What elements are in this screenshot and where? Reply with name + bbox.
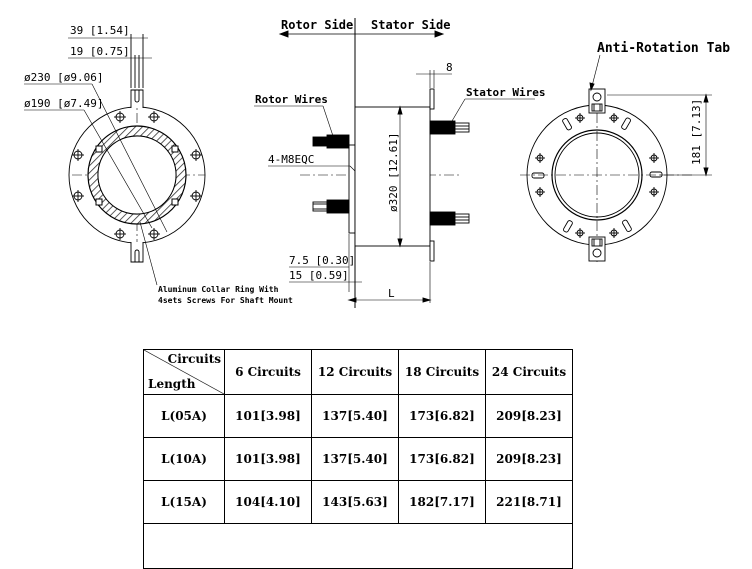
corner-label-length: Length — [148, 377, 196, 391]
dim-outer-diameter: ø230 [ø9.06] — [24, 71, 104, 84]
table-cell: 104[4.10] — [225, 481, 312, 524]
table-cell: 173[6.82] — [399, 395, 486, 438]
dim-length: L — [388, 287, 395, 300]
dim-flange-thickness: 7.5 [0.30] — [289, 254, 356, 267]
table-cell: 137[5.40] — [312, 438, 399, 481]
table-header-row — [144, 350, 573, 395]
table-corner-cell — [144, 350, 225, 395]
table-row — [144, 481, 573, 524]
row-label: L(05A) — [144, 395, 225, 438]
column-header: 6 Circuits — [225, 350, 312, 395]
table-cell: 101[3.98] — [225, 395, 312, 438]
dim-flange-offset: 15 [0.59] — [289, 269, 349, 282]
collar-note-line-1: Aluminum Collar Ring With — [158, 285, 279, 294]
table-cell: 143[5.63] — [312, 481, 399, 524]
bottom-tab — [131, 242, 143, 262]
rotor-flange — [349, 145, 355, 233]
anti-rotation-tab-top — [589, 89, 605, 113]
table-row — [144, 395, 573, 438]
empty-cell — [144, 524, 573, 569]
dim-inner-width: 19 [0.75] — [70, 45, 130, 58]
row-label: L(10A) — [144, 438, 225, 481]
row-label: L(15A) — [144, 481, 225, 524]
table-empty-row — [144, 524, 573, 569]
rotor-wires-label: Rotor Wires — [255, 93, 328, 106]
dim-pitch-diameter: ø190 [ø7.49] — [24, 97, 104, 110]
stator-wires-label: Stator Wires — [466, 86, 546, 99]
stator-wires — [430, 121, 469, 225]
rotor-side-label: Rotor Side — [281, 18, 354, 32]
right-end-view — [520, 55, 712, 262]
top-tab — [131, 90, 143, 108]
table-cell: 182[7.17] — [399, 481, 486, 524]
table-cell: 221[8.71] — [486, 481, 573, 524]
dim-tab-thickness: 8 — [446, 61, 453, 74]
table-cell: 173[6.82] — [399, 438, 486, 481]
circuit-length-table — [143, 349, 573, 569]
anti-rotation-tab-label: Anti-Rotation Tab — [597, 41, 731, 56]
dim-tab-height: 181 [7.13] — [690, 98, 703, 165]
screw-spec-label: 4-M8EQC — [268, 153, 315, 166]
column-header: 24 Circuits — [486, 350, 573, 395]
rotor-wires — [313, 135, 349, 213]
collar-note-line-2: 4sets Screws For Shaft Mount — [158, 296, 293, 305]
dim-outer-width: 39 [1.54] — [70, 24, 130, 37]
corner-label-circuits: Circuits — [167, 352, 221, 366]
table-cell: 101[3.98] — [225, 438, 312, 481]
table-row — [144, 438, 573, 481]
table-cell: 209[8.23] — [486, 438, 573, 481]
dim-body-diameter: ø320 [12.61] — [387, 132, 400, 212]
anti-rotation-tab-bottom — [589, 237, 605, 261]
table-cell: 137[5.40] — [312, 395, 399, 438]
column-header: 12 Circuits — [312, 350, 399, 395]
stator-side-label: Stator Side — [371, 18, 451, 32]
table-cell: 209[8.23] — [486, 395, 573, 438]
column-header: 18 Circuits — [399, 350, 486, 395]
